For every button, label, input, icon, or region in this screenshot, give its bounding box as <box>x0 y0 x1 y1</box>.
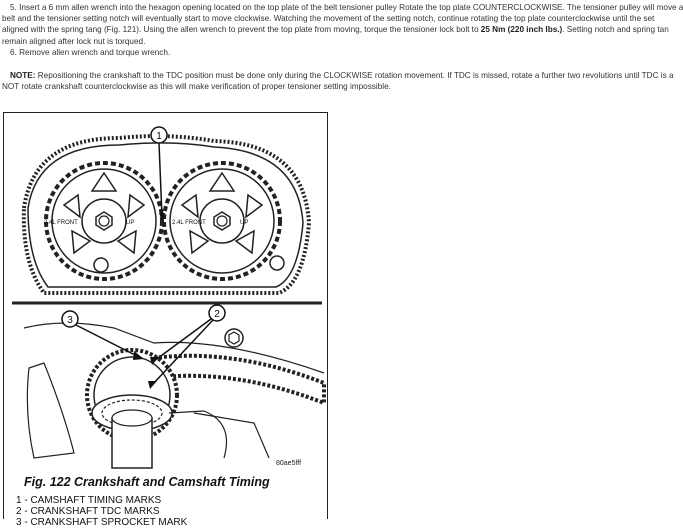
timing-figure <box>3 112 328 528</box>
right-mount-bolt <box>270 256 284 270</box>
note-line-1 <box>2 70 674 81</box>
left-mount-bolt <box>94 258 108 272</box>
step-5-line-1: 5. Insert a 6 mm allen wrench into the hexagon opening located on the top plate of the belt tensioner pulley Rotate the top plate COUNTERCLOCKWISE. The tensioner pulley will move a <box>10 3 683 12</box>
callout-2: 2 <box>214 309 220 320</box>
crankshaft-sprocket <box>87 350 177 468</box>
step-6: 6. Remove allen wrench and torque wrench. <box>10 47 171 57</box>
right-sprocket-up-label: UP <box>240 220 249 226</box>
callout-3: 3 <box>67 315 73 326</box>
oil-pump-housing <box>169 411 227 458</box>
legend-item-3: 3 - CRANKSHAFT SPROCKET MARK <box>16 517 188 528</box>
step-5-line-2: belt and the tensioner setting notch will eventually start to move clockwise. Watching the movement of the setting notch, continue rotating the top plate counterclockwise until the set <box>2 14 655 24</box>
right-sprocket-front-label: 2.4L FRONT <box>172 220 206 226</box>
timing-illustration <box>4 113 329 520</box>
legend-item-2: 2 - CRANKSHAFT TDC MARKS <box>16 506 160 517</box>
torque-spec: 25 Nm (220 inch lbs.) <box>480 25 563 35</box>
figure-legend <box>16 495 187 528</box>
note-block <box>2 70 674 92</box>
note-line-2: NOT rotate crankshaft counterclockwise as this will make verification of proper tensioner setting impossible. <box>2 82 391 92</box>
callout-3-leader <box>76 325 139 357</box>
step-5-line-4: remain aligned after lock nut is torqued. <box>2 36 146 46</box>
crank-housing <box>27 363 74 458</box>
left-sprocket-front-label: 2.4L FRONT <box>44 220 78 226</box>
step-5-line-3 <box>2 24 669 35</box>
procedure-text <box>2 2 683 58</box>
note-label: NOTE: <box>10 71 36 80</box>
step-5-line-3-end: . Setting notch and spring tan <box>562 25 669 35</box>
step-5-line-3-start: aligned with the spring tang (Fig. 121). Using the allen wrench to prevent the top plate from moving, torque the tensioner lock bolt to <box>2 25 481 35</box>
image-id: 80ae5fff <box>276 460 302 467</box>
figure-caption: Fig. 122 Crankshaft and Camshaft Timing <box>24 475 270 489</box>
legend-item-1: 1 - CAMSHAFT TIMING MARKS <box>16 495 162 506</box>
left-sprocket-up-label: UP <box>126 220 135 226</box>
note-text-1: Repositioning the crankshaft to the TDC position must be done only during the CLOCKWISE rotation movement. If TDC is missed, rotate a further two revolutions until TDC is a <box>35 71 674 80</box>
lower-timing-belt <box>154 356 324 403</box>
callout-2-leader-a <box>154 319 211 361</box>
callout-1: 1 <box>156 131 162 142</box>
